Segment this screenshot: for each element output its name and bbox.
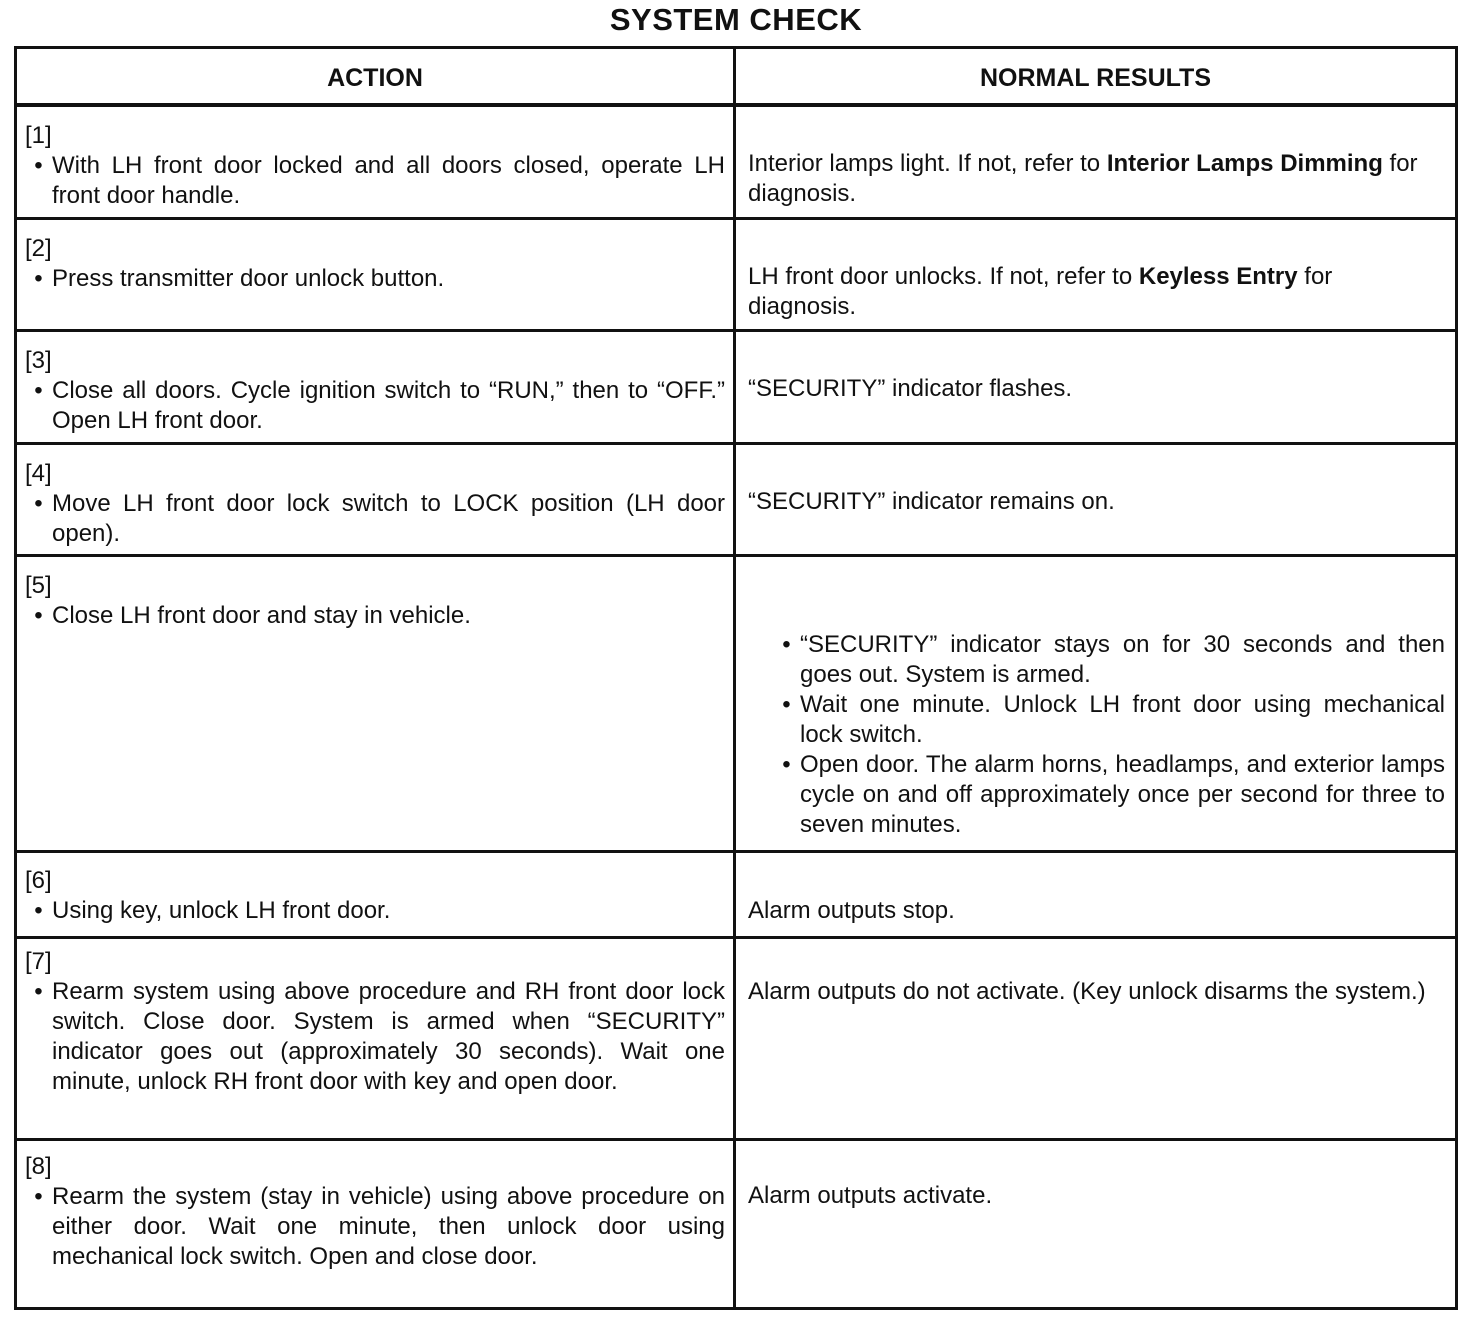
header-divider: [17, 103, 1455, 107]
bullet-icon: •: [34, 265, 43, 292]
page-title: SYSTEM CHECK: [609, 2, 863, 37]
action-text: Rearm system using above procedure and RH front door lock switch. Close door. System is armed when “SECURITY” indicator goes out (approximately 30 seconds). Wait one minute, unlock RH front door with key and open door.: [52, 978, 725, 1095]
result-item: Open door. The alarm horns, headlamps, and exterior lamps cycle on and off approximately once per second for three to seven minutes.: [800, 751, 1445, 838]
step-7-result: Alarm outputs do not activate. (Key unlock disarms the system.): [748, 978, 1426, 1005]
step-number: [7]: [25, 948, 52, 975]
step-number: [4]: [25, 460, 52, 487]
column-divider: [733, 49, 736, 1307]
bullet-icon: •: [34, 377, 43, 404]
system-check-table: [14, 46, 1458, 1310]
step-2-result: [748, 262, 1446, 322]
result-text: for diagnosis.: [748, 263, 1333, 320]
result-text: LH front door unlocks. If not, refer to: [748, 263, 1139, 290]
result-text: for diagnosis.: [748, 150, 1418, 207]
result-item: Wait one minute. Unlock LH front door using mechanical lock switch.: [800, 691, 1445, 748]
step-8-result: Alarm outputs activate.: [748, 1182, 993, 1209]
step-number: [6]: [25, 867, 52, 894]
row-divider: [17, 936, 1455, 939]
step-5-action: [25, 571, 725, 631]
step-6-result: Alarm outputs stop.: [748, 897, 955, 924]
step-4-result: “SECURITY” indicator remains on.: [748, 488, 1115, 515]
step-number: [2]: [25, 235, 52, 262]
bullet-icon: •: [34, 152, 43, 179]
step-4-action: [25, 459, 725, 549]
bullet-icon: •: [782, 751, 791, 778]
step-8-action: [25, 1152, 725, 1272]
step-3-result: “SECURITY” indicator flashes.: [748, 375, 1073, 402]
row-divider: [17, 1138, 1455, 1141]
action-text: Close LH front door and stay in vehicle.: [52, 602, 471, 629]
step-number: [1]: [25, 122, 52, 149]
step-2-action: [25, 234, 725, 294]
result-item: “SECURITY” indicator stays on for 30 seconds and then goes out. System is armed.: [800, 631, 1445, 688]
row-divider: [17, 554, 1455, 557]
step-3-action: [25, 346, 725, 436]
step-1-action: [25, 121, 725, 211]
row-divider: [17, 217, 1455, 220]
step-number: [5]: [25, 572, 52, 599]
action-text: Using key, unlock LH front door.: [52, 897, 391, 924]
step-7-action: [25, 947, 725, 1097]
bullet-icon: •: [782, 631, 791, 658]
reference-link-text: Keyless Entry: [1138, 263, 1298, 290]
result-text: Interior lamps light. If not, refer to: [748, 150, 1107, 177]
row-divider: [17, 329, 1455, 332]
action-column-header: ACTION: [327, 64, 423, 92]
bullet-icon: •: [34, 602, 43, 629]
row-divider: [17, 442, 1455, 445]
action-text: Close all doors. Cycle ignition switch to “RUN,” then to “OFF.” Open LH front door.: [52, 377, 725, 434]
results-column-header: NORMAL RESULTS: [979, 64, 1212, 92]
step-number: [3]: [25, 347, 52, 374]
bullet-icon: •: [34, 490, 43, 517]
bullet-icon: •: [34, 1183, 43, 1210]
action-text: Rearm the system (stay in vehicle) using above procedure on either door. Wait one minute, then unlock door using mechanical lock switch. Open and close door.: [52, 1183, 725, 1270]
bullet-icon: •: [782, 691, 791, 718]
action-text: Move LH front door lock switch to LOCK position (LH door open).: [52, 490, 725, 547]
bullet-icon: •: [34, 978, 43, 1005]
reference-link-text: Interior Lamps Dimming: [1106, 150, 1383, 177]
step-5-result: [773, 630, 1445, 840]
step-1-result: [748, 149, 1446, 209]
bullet-icon: •: [34, 897, 43, 924]
step-6-action: [25, 866, 725, 926]
step-number: [8]: [25, 1153, 52, 1180]
row-divider: [17, 850, 1455, 853]
action-text: Press transmitter door unlock button.: [52, 265, 445, 292]
action-text: With LH front door locked and all doors closed, operate LH front door handle.: [52, 152, 725, 209]
